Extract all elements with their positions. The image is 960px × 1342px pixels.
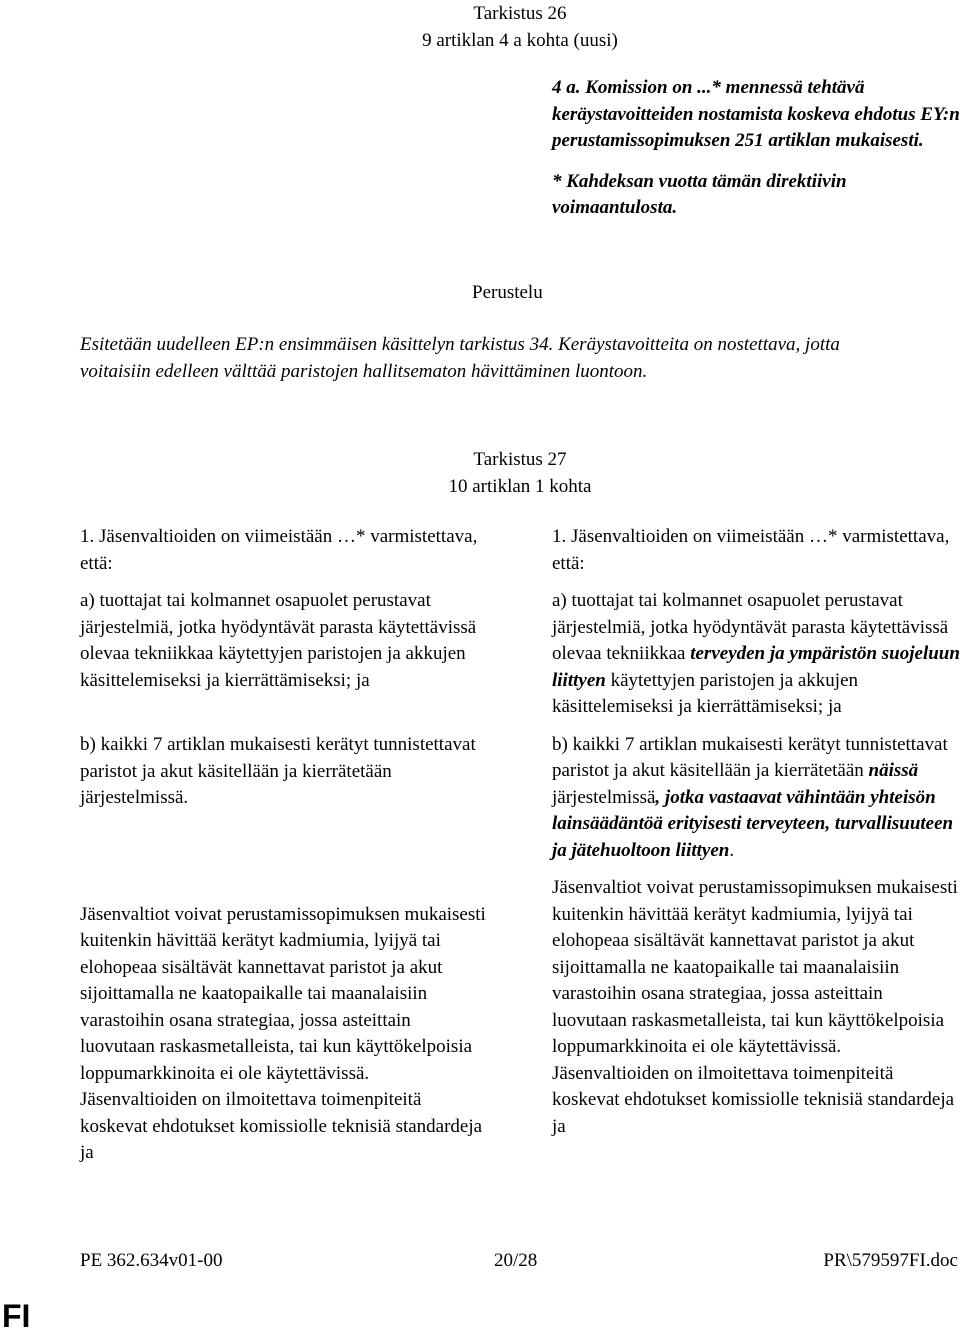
amendment-26-paragraph: 4 a. Komission on ...* mennessä tehtävä keräystavoitteiden nostamista koskeva ehdotus EY:n perustamissopimuksen 251 artiklan mukaisesti.: [552, 77, 960, 151]
footer-language-code: FI: [2, 1298, 31, 1334]
amendment-26-header: [400, 1, 640, 54]
original-paragraph-a: a) tuottajat tai kolmannet osapuolet perustavat järjestelmiä, jotka hyödyntävät parasta käytettävissä olevaa tekniikkaa käytettyjen paristojen ja akkujen käsittelemiseksi ja kierrättämiseksi; ja: [80, 590, 477, 691]
amended-a-text-2: käytettyjen paristojen ja akkujen käsittelemiseksi ja kierrättämiseksi; ja: [552, 669, 859, 717]
justification-text: Esitetään uudelleen EP:n ensimmäisen käsittelyn tarkistus 34. Keräystavoitteita on nostettava, jotta voitaisiin edelleen välttää paristojen hallitsematon hävittäminen luontoon.: [80, 334, 840, 382]
amended-paragraph-b: [552, 732, 960, 865]
amendment-27-title: Tarkistus 27: [473, 449, 567, 470]
amended-b-insertion-2: , jotka vastaavat vähintään yhteisön lainsäädäntöä erityisesti terveyteen, turvallisuuteen ja jätehuoltoon liittyen: [552, 786, 954, 861]
amendment-26-new-text: [552, 75, 960, 222]
amended-a-insertion: terveyden ja ympäristön suojeluun liittyen: [552, 643, 960, 691]
original-paragraph-b: b) kaikki 7 artiklan mukaisesti kerätyt tunnistettavat paristot ja akut käsitellään ja kierrätetään järjestelmissä.: [80, 734, 476, 808]
amendment-27-subtitle: 10 artiklan 1 kohta: [448, 475, 592, 497]
amended-paragraph-1: 1. Jäsenvaltioiden on viimeistään …* varmistettava, että:: [552, 526, 950, 574]
original-paragraph-final: Jäsenvaltiot voivat perustamissopimuksen mukaisesti kuitenkin hävittää kerätyt kadmiumia, lyijyä tai elohopeaa sisältävät kannettavat paristot ja akut sijoittamalla ne kaatopaikalle tai maanalaisiin varastoihin osana strategiaa, jossa asteittain luovutaan raskasmetalleista, tai kun käyttökelpoisia loppumarkkinoita ei ole käytettävissä. Jäsenvaltioiden on ilmoitettava toimenpiteitä koskevat ehdotukset komissiolle teknisiä standardeja ja: [80, 903, 486, 1163]
footer-reference: PE 362.634v01-00: [80, 1250, 223, 1271]
amended-b-insertion-1: näissä: [868, 760, 919, 781]
footer-document-name: PR\579597FI.doc: [823, 1250, 958, 1271]
amendment-27-header: [400, 447, 640, 500]
original-paragraph-1: 1. Jäsenvaltioiden on viimeistään …* varmistettava, että:: [80, 526, 478, 574]
amended-paragraph-a: [552, 588, 960, 721]
amended-paragraph-final: Jäsenvaltiot voivat perustamissopimuksen mukaisesti kuitenkin hävittää kerätyt kadmiumia, lyijyä tai elohopeaa sisältävät kannettavat paristot ja akut sijoittamalla ne kaatopaikalle tai maanalaisiin varastoihin osana strategiaa, jossa asteittain luovutaan raskasmetalleista, tai kun käyttökelpoisia loppumarkkinoita ei ole käytettävissä. Jäsenvaltioiden on ilmoitettava toimenpiteitä koskevat ehdotukset komissiolle teknisiä standardeja ja: [552, 877, 958, 1137]
amendment-26-subtitle: 9 artiklan 4 a kohta (uusi): [422, 29, 618, 51]
original-text-column: [80, 524, 490, 1167]
justification-heading: Perustelu: [472, 282, 543, 303]
amended-text-column: [552, 524, 960, 1140]
amendment-26-footnote: * Kahdeksan vuotta tämän direktiivin voimaantulosta.: [552, 170, 847, 218]
amended-b-text-2: järjestelmissä: [552, 786, 656, 808]
amended-b-text-3: .: [729, 839, 735, 861]
footer-page-number: 20/28: [494, 1250, 538, 1271]
amended-b-text-1: b) kaikki 7 artiklan mukaisesti kerätyt tunnistettavat paristot ja akut käsitellään ja kierrätetään: [552, 733, 948, 781]
amended-a-text-1: a) tuottajat tai kolmannet osapuolet perustavat järjestelmiä, jotka hyödyntävät parasta käytettävissä olevaa tekniikkaa: [552, 590, 949, 664]
amendment-26-title: Tarkistus 26: [473, 3, 567, 24]
